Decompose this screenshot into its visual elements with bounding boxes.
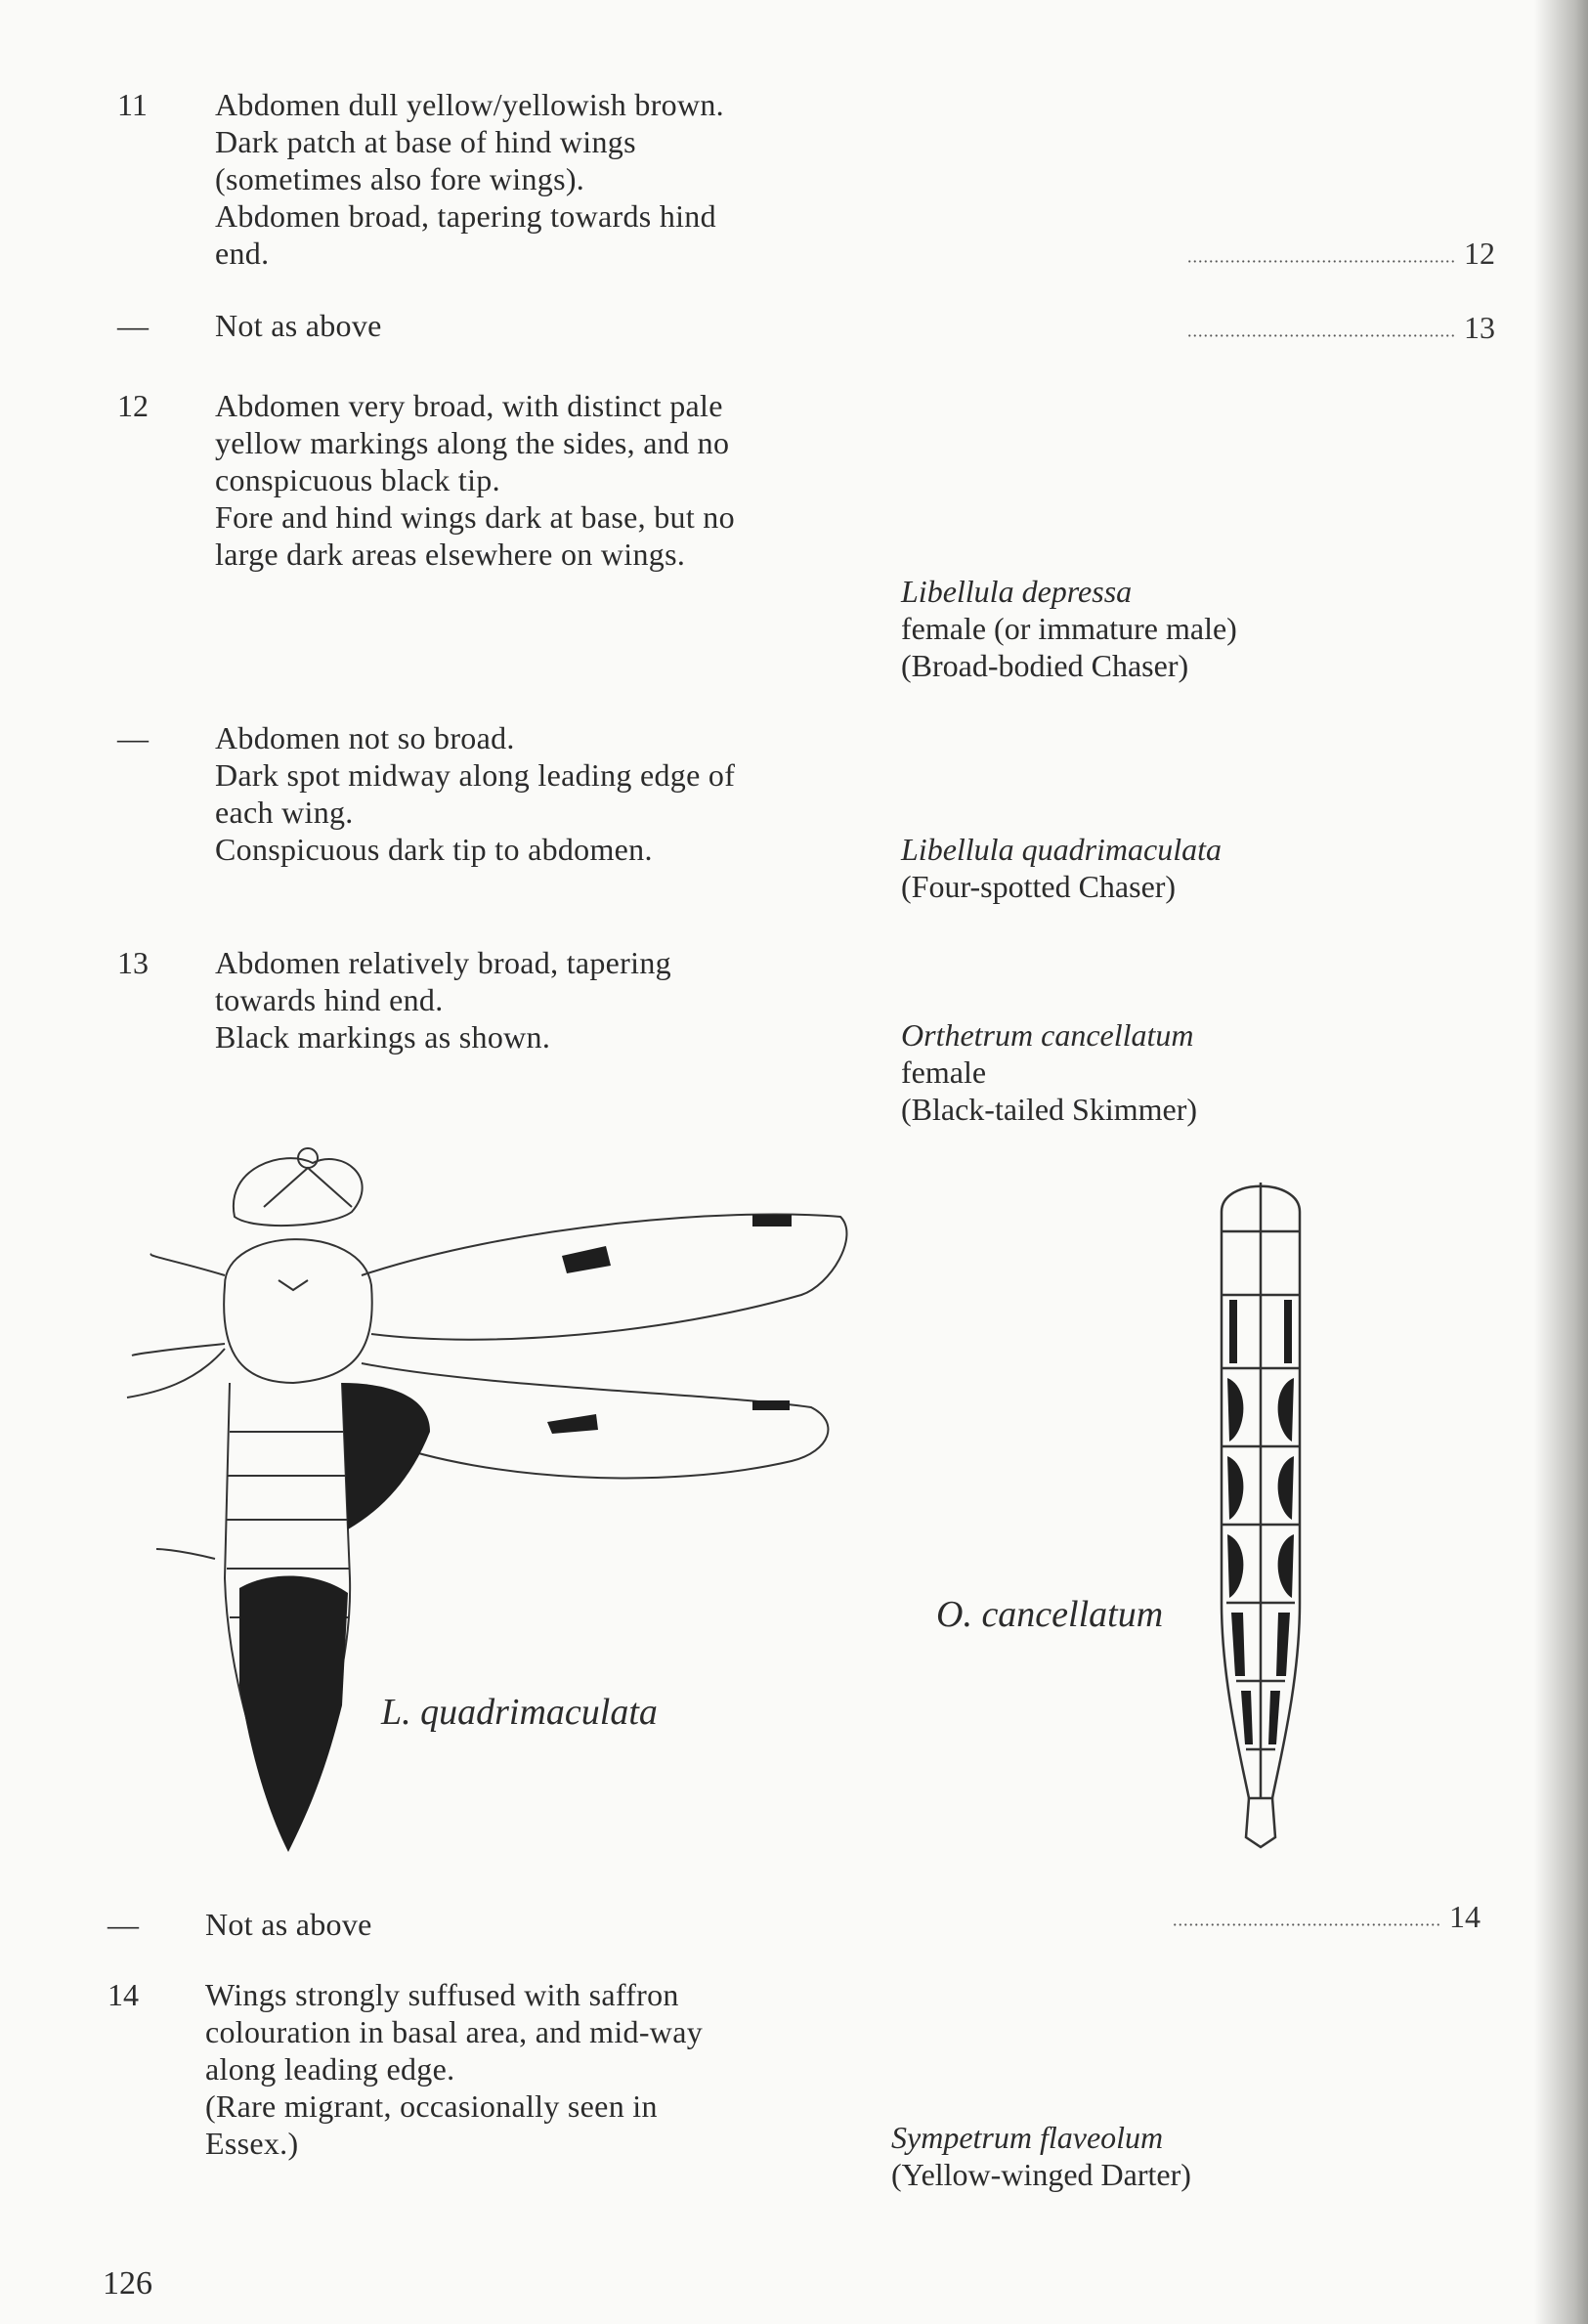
lead-to-12: .................................................. 12: [1187, 236, 1495, 271]
couplet-13-text: Abdomen relatively broad, tapering towards hind end. Black markings as shown.: [215, 945, 671, 1054]
couplet-13-alt-dash: —: [107, 1907, 139, 1942]
couplet-11-text: Abdomen dull yellow/yellowish brown. Dark patch at base of hind wings (sometimes also fore wings). Abdomen broad, tapering towards hind end.: [215, 87, 724, 271]
couplet-11-alt-text: Not as above: [215, 308, 382, 343]
abdomen-illustration: [1202, 1173, 1319, 1857]
couplet-14-text: Wings strongly suffused with saffron colouration in basal area, and mid-way along leading edge. (Rare migrant, occasionally seen in Essex.): [205, 1977, 703, 2161]
couplet-11-alt-dash: —: [117, 308, 149, 343]
dragonfly-illustration: [117, 1139, 860, 1862]
couplet-number-12: 12: [117, 388, 149, 423]
couplet-12-alt-text: Abdomen not so broad. Dark spot midway along leading edge of each wing. Conspicuous dark tip to abdomen.: [215, 720, 736, 867]
species-orthetrum-cancellatum: Orthetrum cancellatum female (Black-tailed Skimmer): [901, 1017, 1198, 1127]
lead-to-14: .................................................. 14: [1173, 1899, 1481, 1934]
caption-l-quadrimaculata: L. quadrimaculata: [381, 1692, 658, 1733]
couplet-12-text: Abdomen very broad, with distinct pale yellow markings along the sides, and no conspicuous black tip. Fore and hind wings dark at base, but no large dark areas elsewhere on wings.: [215, 388, 735, 572]
couplet-12-alt-dash: —: [117, 720, 149, 755]
couplet-number-13: 13: [117, 945, 149, 980]
page-number: 126: [103, 2265, 152, 2302]
page-edge-shadow: [1534, 0, 1588, 2324]
species-libellula-quadrimaculata: Libellula quadrimaculata (Four-spotted Chaser): [901, 832, 1222, 904]
couplet-number-14: 14: [107, 1977, 139, 2012]
couplet-number-11: 11: [117, 87, 148, 122]
species-libellula-depressa: Libellula depressa female (or immature male) (Broad-bodied Chaser): [901, 574, 1237, 683]
caption-o-cancellatum: O. cancellatum: [936, 1594, 1164, 1635]
species-sympetrum-flaveolum: Sympetrum flaveolum (Yellow-winged Darter): [891, 2120, 1191, 2192]
lead-to-13: .................................................. 13: [1187, 310, 1495, 345]
couplet-13-alt-text: Not as above: [205, 1907, 372, 1942]
